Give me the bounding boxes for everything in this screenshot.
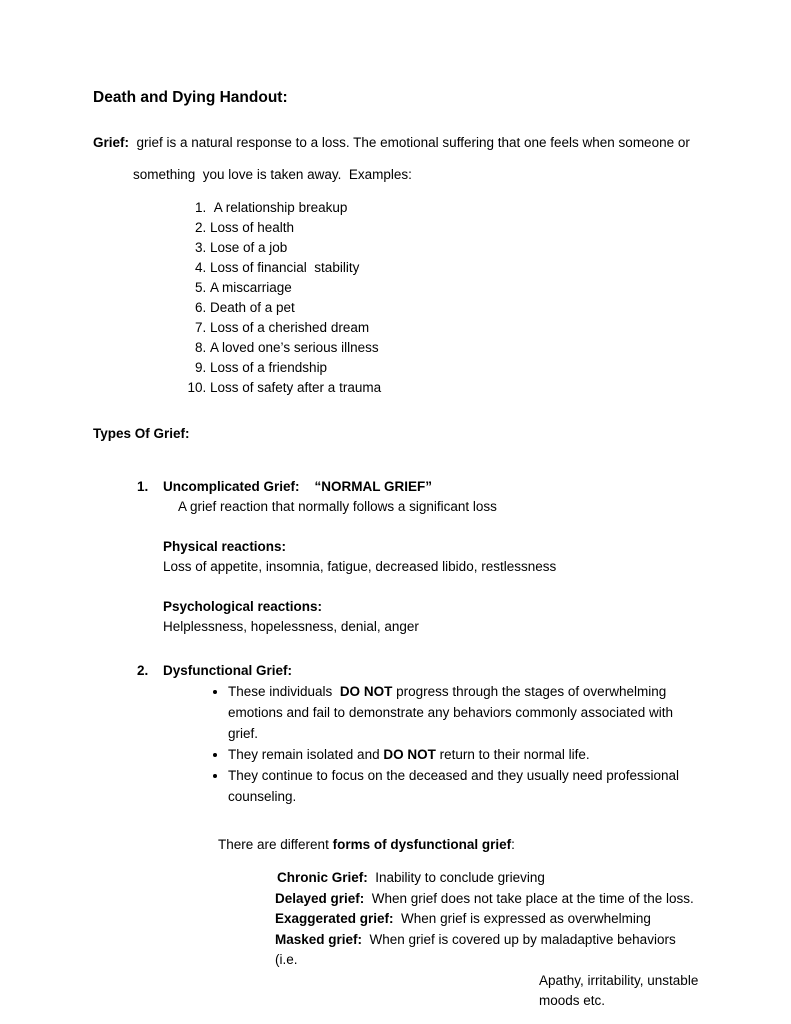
psychological-reactions-label: Psychological reactions: [163, 599, 323, 614]
forms-intro-text: : [511, 837, 515, 852]
dysfunctional-grief-section [93, 661, 699, 1012]
bullet-bold-text: DO NOT [339, 684, 393, 699]
uncomplicated-grief-subtitle: A grief reaction that normally follows a significant loss [178, 499, 497, 514]
grief-label: Grief: [93, 135, 130, 150]
list-item-death-of-pet: 6. Death of a pet [210, 298, 699, 318]
form-line-exaggerated-grief [275, 909, 699, 930]
physical-reactions-block [163, 537, 699, 577]
form-label: Delayed grief: [275, 890, 365, 906]
physical-reactions-text: Loss of appetite, insomnia, fatigue, decreased libido, restlessness [163, 559, 557, 574]
forms-intro-bold-text: forms of dysfunctional grief [332, 837, 512, 852]
list-item-loss-of-health: 2. Loss of health [210, 218, 699, 238]
list-item-cherished-dream: 7. Loss of a cherished dream [210, 318, 699, 338]
grief-definition-text: grief is a natural response to a loss. The emotional suffering that one feels when someone or [129, 135, 690, 150]
psychological-reactions-text: Helplessness, hopelessness, denial, anger [163, 619, 419, 634]
bullet-text: They remain isolated and [228, 747, 384, 762]
list-item-loved-one-illness: 8. A loved one’s serious illness [210, 338, 699, 358]
form-label: Exaggerated grief: [275, 911, 394, 926]
form-line-chronic-grief [277, 868, 699, 889]
bullet-item [228, 681, 699, 744]
uncomplicated-grief-title-text: Uncomplicated Grief: “NORMAL GRIEF” [163, 479, 433, 494]
form-text: When grief is expressed as overwhelming [393, 911, 651, 926]
psychological-reactions-block [163, 597, 699, 637]
bullet-text: return to their normal life. [435, 747, 590, 762]
form-text: When grief does not take place at the time of the loss. [364, 890, 694, 906]
dysfunctional-grief-title-text: Dysfunctional Grief: [163, 663, 293, 678]
grief-examples-list [93, 198, 699, 398]
bullet-text: They continue to focus on the deceased and they usually need professional counseling. [228, 768, 683, 804]
document-title: Death and Dying Handout: [93, 89, 288, 106]
physical-reactions-label: Physical reactions: [163, 539, 287, 554]
form-label: Chronic Grief: [277, 870, 368, 885]
list-item-lose-of-a-job: 3. Lose of a job [210, 238, 699, 258]
form-text: When grief is covered up by maladaptive behaviors (i.e. [275, 931, 684, 967]
forms-of-dysfunctional-grief-list [275, 868, 699, 1012]
list-item-relationship-breakup: 1. A relationship breakup [210, 198, 699, 218]
form-line-delayed-grief [275, 889, 699, 910]
forms-intro-text: There are different [218, 837, 333, 852]
item-number: 1. [137, 479, 149, 494]
list-item-financial-stability: 4. Loss of financial stability [210, 258, 699, 278]
bullet-item [228, 744, 699, 765]
grief-definition-line2: something you love is taken away. Examples: [133, 167, 412, 182]
dysfunctional-grief-title [137, 661, 699, 681]
dysfunctional-grief-bullets [93, 681, 699, 807]
uncomplicated-grief-title [137, 477, 699, 497]
bullet-text: These individuals [228, 684, 340, 699]
form-line-masked-grief [275, 930, 699, 971]
bullet-bold-text: DO NOT [383, 747, 436, 762]
masked-grief-continuation: Apathy, irritability, unstable moods etc. [539, 972, 699, 1008]
list-item-safety-after-trauma: 10. Loss of safety after a trauma [210, 378, 699, 398]
grief-definition-line1 [93, 133, 699, 153]
form-label: Masked grief: [275, 931, 363, 947]
item-number: 2. [137, 663, 149, 678]
bullet-text: progress through the stages of overwhelming emotions and fail to demonstrate any behaviors commonly associated with grief. [228, 684, 677, 741]
form-text: Inability to conclude grieving [367, 870, 545, 885]
list-item-miscarriage: 5. A miscarriage [210, 278, 699, 298]
forms-intro-line [218, 835, 699, 855]
bullet-item [228, 765, 699, 807]
uncomplicated-grief-section [93, 477, 699, 637]
types-of-grief-heading: Types Of Grief: [93, 426, 190, 441]
list-item-loss-of-friendship: 9. Loss of a friendship [210, 358, 699, 378]
